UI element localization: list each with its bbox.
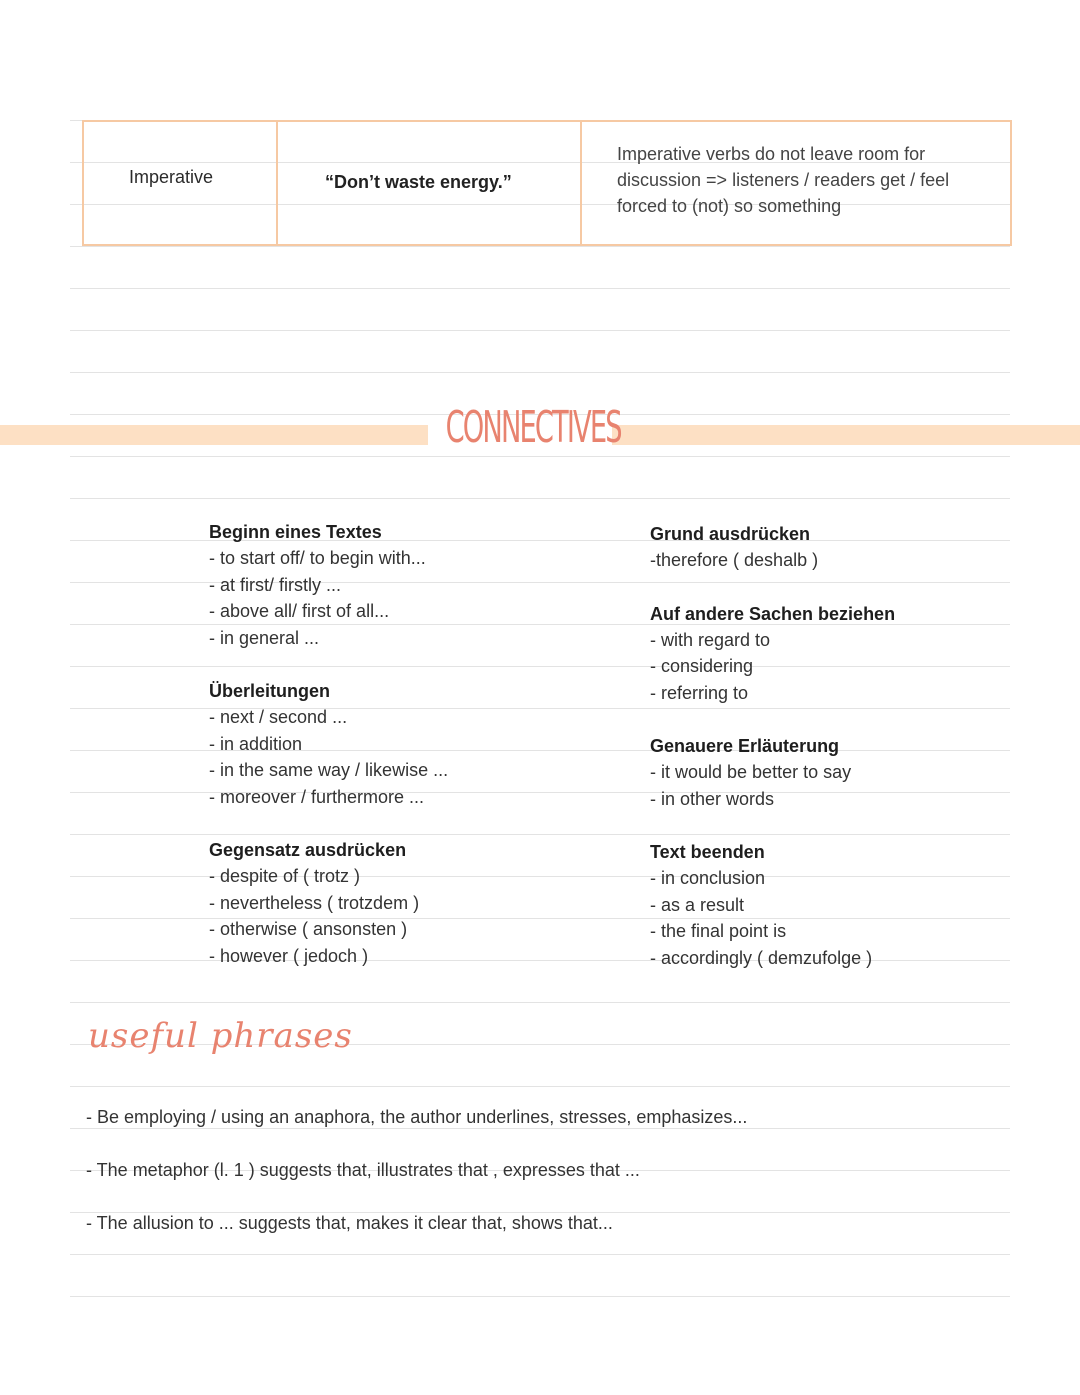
list-item: - in addition xyxy=(209,733,303,754)
list-item: - in general ... xyxy=(209,627,320,648)
group-beenden xyxy=(650,839,1010,971)
group-heading: Gegensatz ausdrücken xyxy=(209,840,407,860)
connectives-left-column xyxy=(209,519,569,969)
effect-line: discussion => listeners / readers get / feel xyxy=(617,170,950,190)
table-divider xyxy=(276,122,278,244)
list-item: - in the same way / likewise ... xyxy=(209,760,449,780)
group-heading: Überleitungen xyxy=(209,681,331,701)
list-item: - with regard to xyxy=(650,629,771,650)
phrase-line: - The metaphor (l. 1 ) suggests that, illustrates that , expresses that ... xyxy=(86,1160,640,1180)
group-heading: Grund ausdrücken xyxy=(650,524,811,544)
list-item: - the final point is xyxy=(650,921,787,941)
list-item: - next / second ... xyxy=(209,707,348,727)
phrase-line: - The allusion to ... suggests that, makes it clear that, shows that... xyxy=(86,1213,613,1233)
list-item: - nevertheless ( trotzdem ) xyxy=(209,892,420,913)
table-divider xyxy=(580,122,582,244)
group-heading: Genauere Erläuterung xyxy=(650,736,840,756)
effect-line: Imperative verbs do not leave room for xyxy=(617,144,926,164)
group-heading: Text beenden xyxy=(650,842,765,862)
phrase-line: - Be employing / using an anaphora, the author underlines, stresses, emphasizes... xyxy=(86,1107,748,1127)
list-item: - it would be better to say xyxy=(650,762,852,782)
group-grund xyxy=(650,521,1010,574)
list-item: - moreover / furthermore ... xyxy=(209,786,425,807)
section-title: CONNECTIVES xyxy=(445,402,621,453)
group-beginn xyxy=(209,519,569,651)
list-item: - however ( jedoch ) xyxy=(209,945,369,966)
useful-phrases-title: useful phrases xyxy=(88,1016,353,1056)
list-item: - accordingly ( demzufolge ) xyxy=(650,947,873,968)
group-ueberleitungen xyxy=(209,678,569,810)
group-heading: Beginn eines Textes xyxy=(209,522,382,542)
list-item: - above all/ first of all... xyxy=(209,601,390,621)
list-item: - at first/ firstly ... xyxy=(209,574,342,595)
list-item: - considering xyxy=(650,656,754,676)
list-item: - as a result xyxy=(650,894,745,915)
group-gegensatz xyxy=(209,837,569,969)
device-example: “Don’t waste energy.” xyxy=(325,172,512,192)
connectives-right-column xyxy=(650,521,1010,971)
group-heading: Auf andere Sachen beziehen xyxy=(650,603,896,624)
list-item: - referring to xyxy=(650,682,749,703)
group-beziehen xyxy=(650,601,1010,707)
list-item: - in other words xyxy=(650,788,775,809)
group-erlaeuterung xyxy=(650,733,1010,812)
device-name: Imperative xyxy=(129,167,214,187)
list-item: - in conclusion xyxy=(650,868,766,888)
list-item: - to start off/ to begin with... xyxy=(209,548,426,568)
list-item: -therefore ( deshalb ) xyxy=(650,550,819,570)
list-item: - despite of ( trotz ) xyxy=(209,866,361,886)
list-item: - otherwise ( ansonsten ) xyxy=(209,919,408,939)
effect-line: forced to (not) so something xyxy=(617,196,842,216)
device-effect xyxy=(617,141,1002,219)
